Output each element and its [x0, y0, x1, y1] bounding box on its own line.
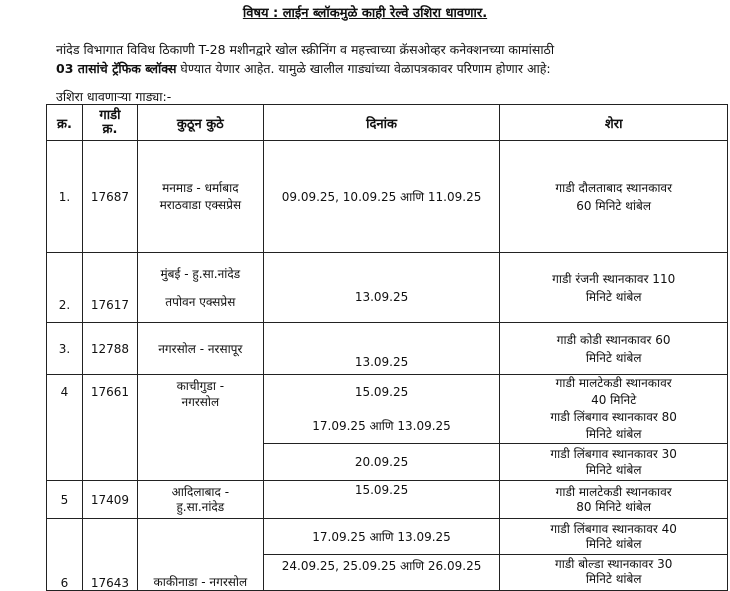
- cell-sr: 3.: [47, 323, 83, 375]
- delayed-trains-title: उशिरा धावणाऱ्या गाड्या:-: [56, 89, 172, 104]
- table-row: [47, 141, 728, 253]
- cell-train-no: 17687: [82, 141, 137, 253]
- cell-sr: 2.: [47, 253, 83, 323]
- cell-route: आदिलाबाद - हु.सा.नांदेड: [137, 481, 263, 519]
- cell-route: नगरसोल - नरसापूर: [137, 323, 263, 375]
- cell-date: 17.09.25 आणि 13.09.25: [263, 519, 500, 555]
- intro-bold-text: 03 तासांचे ट्रॅफिक ब्लॉक्स: [56, 61, 177, 76]
- intro-line-1: नांदेड विभागात विविध ठिकाणी T-28 मशीनद्वारे खोल स्क्रीनिंग व महत्त्वाच्या क्रॅसओव्हर कनेक्शनच्या कामांसाठी: [56, 42, 555, 57]
- table-row: [47, 519, 728, 555]
- cell-sr: 6: [47, 519, 83, 591]
- intro-paragraph: [56, 40, 716, 78]
- cell-date: 09.09.25, 10.09.25 आणि 11.09.25: [263, 141, 500, 253]
- cell-route: मुंबई - हु.सा.नांदेड तपोवन एक्सप्रेस: [137, 253, 263, 323]
- cell-train-no: 17617: [82, 253, 137, 323]
- table-row: [47, 481, 728, 519]
- header-sr: क्र.: [47, 105, 83, 141]
- cell-sr: 5: [47, 481, 83, 519]
- cell-remark: गाडी लिंबगाव स्थानकावर 40 मिनिटे थांबेल: [500, 519, 728, 555]
- table-row: [47, 253, 728, 323]
- cell-date: 15.09.25 17.09.25 आणि 13.09.25: [263, 375, 500, 444]
- cell-remark: गाडी मालटेकडी स्थानकावर 80 मिनिटे थांबेल: [500, 481, 728, 519]
- cell-train-no: 17409: [82, 481, 137, 519]
- header-train-no: गाडी क्र.: [82, 105, 137, 141]
- cell-date: 13.09.25: [263, 323, 500, 375]
- cell-remark: गाडी कोडी स्थानकावर 60 मिनिटे थांबेल: [500, 323, 728, 375]
- cell-date: 15.09.25: [263, 481, 500, 519]
- table-header-row: [47, 105, 728, 141]
- delayed-trains-table: [46, 104, 728, 591]
- cell-remark: गाडी रंजनी स्थानकावर 110 मिनिटे थांबेल: [500, 253, 728, 323]
- cell-route: मनमाड - धर्माबाद मराठवाडा एक्सप्रेस: [137, 141, 263, 253]
- cell-train-no: 12788: [82, 323, 137, 375]
- header-remark: शेरा: [500, 105, 728, 141]
- cell-date: 20.09.25: [263, 444, 500, 481]
- subject-heading: विषय : लाईन ब्लॉकमुळे काही रेल्वे उशिरा धावणार.: [242, 6, 488, 21]
- cell-sr: 1.: [47, 141, 83, 253]
- cell-date: 24.09.25, 25.09.25 आणि 26.09.25: [263, 555, 500, 591]
- cell-remark: गाडी लिंबगाव स्थानकावर 30 मिनिटे थांबेल: [500, 444, 728, 481]
- table-row: [47, 375, 728, 444]
- cell-route: काकीनाडा - नगरसोल: [137, 519, 263, 591]
- header-date: दिनांक: [263, 105, 500, 141]
- cell-sr: 4: [47, 375, 83, 481]
- header-route: कुठून कुठे: [137, 105, 263, 141]
- cell-route: काचीगुडा - नगरसोल: [137, 375, 263, 481]
- cell-date: 13.09.25: [263, 253, 500, 323]
- cell-train-no: 17661: [82, 375, 137, 481]
- cell-remark: गाडी मालटेकडी स्थानकावर 40 मिनिटे गाडी लिंबगाव स्थानकावर 80 मिनिटे थांबेल: [500, 375, 728, 444]
- cell-train-no: 17643: [82, 519, 137, 591]
- cell-remark: गाडी दौलताबाद स्थानकावर 60 मिनिटे थांबेल: [500, 141, 728, 253]
- table-row: [47, 323, 728, 375]
- intro-line-2: घेण्यात येणार आहेत. यामुळे खालील गाड्यांच्या वेळापत्रकावर परिणाम होणार आहे:: [176, 61, 551, 76]
- cell-remark: गाडी बोल्डा स्थानकावर 30 मिनिटे थांबेल: [500, 555, 728, 591]
